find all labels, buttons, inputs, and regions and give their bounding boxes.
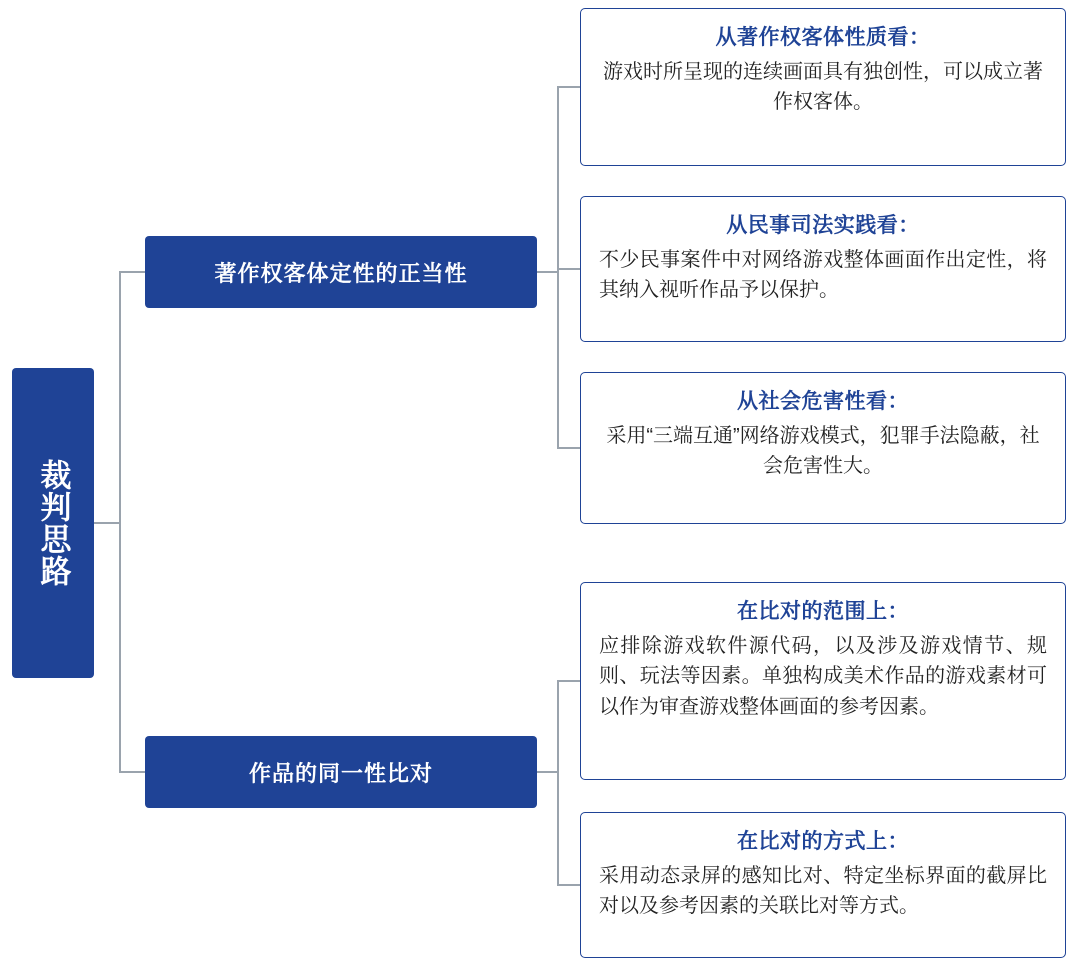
branch-node-2: [145, 736, 537, 808]
leaf-card-5-title: 在比对的方式上：: [737, 830, 909, 853]
branch-node-1-label: 著作权客体定性的正当性: [214, 260, 468, 286]
leaf-card-1-body: 游戏时所呈现的连续画面具有独创性，可以成立著作权客体。: [603, 61, 1043, 114]
leaf-card-1-title: 从著作权客体性质看：: [715, 26, 931, 49]
leaf-card-3: [580, 372, 1066, 524]
leaf-card-1: [580, 8, 1066, 166]
leaf-card-3-body: 采用“三端互通”网络游戏模式，犯罪手法隐蔽，社会危害性大。: [606, 425, 1040, 478]
root-node-label: 裁判思路: [35, 459, 71, 587]
leaf-card-2-title: 从民事司法实践看：: [726, 214, 920, 237]
root-node: [12, 368, 94, 678]
leaf-card-4-title: 在比对的范围上：: [737, 600, 909, 623]
leaf-card-2-body: 不少民事案件中对网络游戏整体画面作出定性，将其纳入视听作品予以保护。: [599, 249, 1047, 302]
leaf-card-3-title: 从社会危害性看：: [737, 390, 909, 413]
leaf-card-2: [580, 196, 1066, 342]
leaf-card-4-body: 应排除游戏软件源代码，以及涉及游戏情节、规则、玩法等因素。单独构成美术作品的游戏素材可以作为审查游戏整体画面的参考因素。: [599, 635, 1047, 718]
leaf-card-4: [580, 582, 1066, 780]
branch-node-2-label: 作品的同一性比对: [248, 760, 433, 786]
branch-node-1: [145, 236, 537, 308]
leaf-card-5: [580, 812, 1066, 958]
leaf-card-5-body: 采用动态录屏的感知比对、特定坐标界面的截屏比对以及参考因素的关联比对等方式。: [599, 865, 1047, 918]
